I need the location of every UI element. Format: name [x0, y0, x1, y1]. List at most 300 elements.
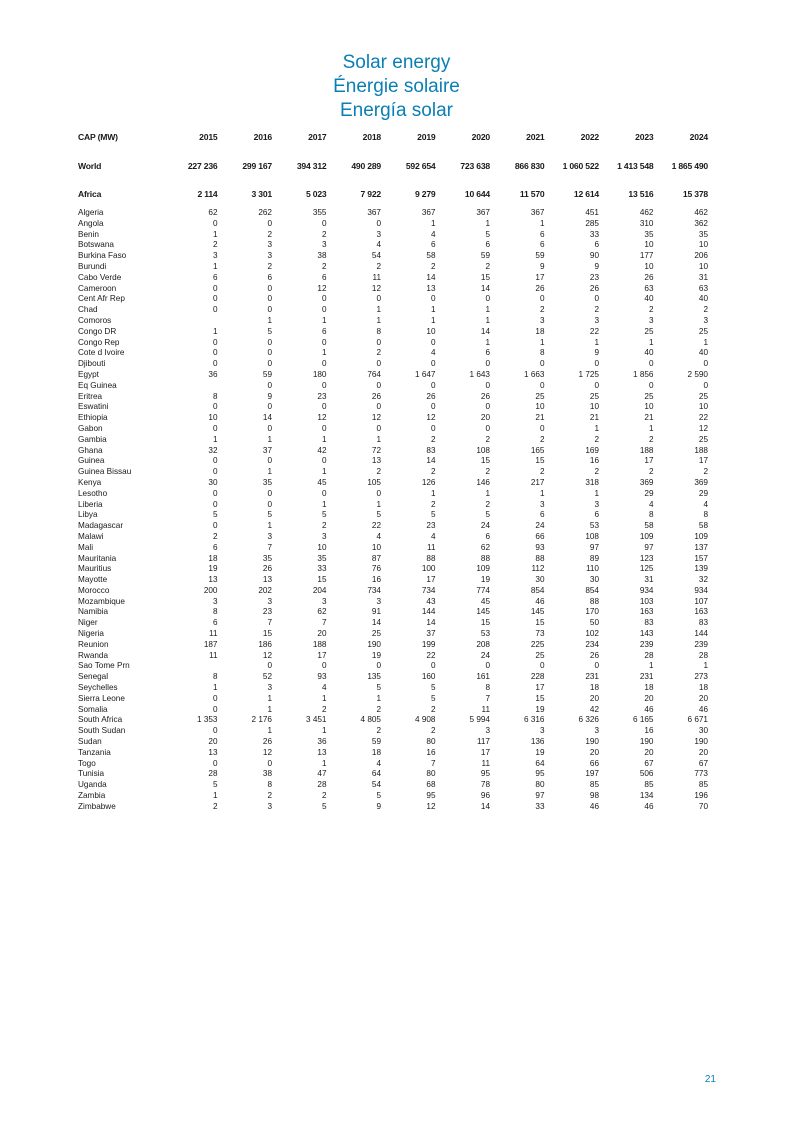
- table-row: [78, 348, 708, 359]
- row-label: Congo DR: [78, 326, 117, 336]
- cell-value: 20: [644, 693, 654, 703]
- cell-value: 0: [539, 359, 545, 369]
- cell-value: 2: [648, 305, 654, 315]
- row-label: Eq Guinea: [78, 380, 117, 390]
- cell-value: 764: [367, 369, 381, 379]
- cell-value: 45: [317, 477, 327, 487]
- cell-value: 33: [589, 229, 599, 239]
- cell-value: 42: [317, 445, 327, 455]
- cell-value: 2: [267, 261, 272, 271]
- cell-value: 318: [585, 477, 599, 487]
- cell-value: 2 590: [687, 369, 708, 379]
- table-row: [78, 532, 708, 543]
- cell-value: 76: [371, 564, 381, 574]
- row-label: South Sudan: [78, 726, 126, 736]
- cell-value: 10: [644, 402, 654, 412]
- cell-value: 146: [476, 477, 490, 487]
- cell-value: 66: [535, 531, 545, 541]
- cell-value: 20: [317, 629, 327, 639]
- cell-value: 12: [317, 283, 327, 293]
- cell-value: 14: [480, 801, 490, 811]
- cell-value: 11 570: [519, 188, 545, 199]
- cell-value: 2018: [362, 132, 381, 142]
- page-titles: [0, 51, 793, 123]
- cell-value: 23: [262, 607, 272, 617]
- cell-value: 2015: [199, 132, 218, 142]
- cell-value: 25: [698, 434, 708, 444]
- cell-value: 6: [539, 240, 545, 250]
- row-label: Cent Afr Rep: [78, 294, 125, 304]
- cell-value: 16: [371, 575, 381, 585]
- cell-value: 0: [485, 380, 490, 390]
- row-label: Reunion: [78, 639, 109, 649]
- cell-value: 228: [530, 672, 545, 682]
- cell-value: 112: [531, 564, 545, 574]
- row-label: Malawi: [78, 531, 104, 541]
- cell-value: 47: [317, 769, 327, 779]
- cell-value: 19: [208, 564, 218, 574]
- cell-value: 367: [476, 208, 490, 217]
- cell-value: 0: [267, 380, 272, 390]
- table-row: [78, 284, 708, 295]
- cell-value: 0: [594, 294, 599, 304]
- cell-value: 0: [212, 423, 218, 433]
- cell-value: 38: [262, 769, 272, 779]
- cell-value: 1 643: [469, 369, 490, 379]
- cell-value: 30: [535, 575, 545, 585]
- cell-value: 100: [421, 564, 436, 574]
- cell-value: 1: [485, 315, 490, 325]
- cell-value: 2: [321, 261, 327, 271]
- cell-value: 145: [476, 607, 490, 617]
- cell-value: 3: [212, 251, 218, 261]
- cell-value: 80: [426, 769, 436, 779]
- cell-value: 13: [317, 747, 327, 757]
- cell-value: 42: [589, 704, 599, 714]
- cell-value: 17: [698, 456, 708, 466]
- cell-value: 4 908: [415, 715, 436, 725]
- cell-value: 2: [648, 467, 654, 477]
- cell-value: 2: [539, 305, 545, 315]
- table-row: [78, 262, 708, 273]
- cell-value: 3: [594, 726, 599, 736]
- cell-value: 19: [535, 747, 545, 757]
- cell-value: 70: [698, 801, 708, 811]
- cell-value: 63: [698, 283, 708, 293]
- cell-value: 28: [317, 780, 327, 790]
- cell-value: 17: [535, 272, 545, 282]
- cell-value: 0: [267, 337, 272, 347]
- cell-value: 123: [639, 553, 654, 563]
- row-label: Togo: [78, 758, 96, 768]
- row-label: Cameroon: [78, 283, 117, 293]
- cell-value: 67: [644, 758, 654, 768]
- cell-value: 89: [589, 553, 599, 563]
- cell-value: 83: [644, 618, 654, 628]
- cell-value: 40: [644, 348, 654, 358]
- table-row: [78, 672, 708, 683]
- cell-value: 5: [430, 510, 436, 520]
- cell-value: 3: [594, 499, 599, 509]
- cell-value: 30: [208, 477, 218, 487]
- cell-value: 6 165: [633, 715, 654, 725]
- cell-value: 26: [262, 737, 272, 747]
- cell-value: 227 236: [187, 160, 218, 171]
- cell-value: 18: [589, 683, 599, 693]
- cell-value: 30: [698, 726, 708, 736]
- table-row: [78, 705, 708, 716]
- row-label: Ethiopia: [78, 413, 108, 423]
- cell-value: 2: [321, 229, 327, 239]
- table-row: [78, 737, 708, 748]
- cell-value: 2: [485, 434, 490, 444]
- cell-value: 2: [430, 499, 436, 509]
- cell-value: 6 326: [578, 715, 599, 725]
- cell-value: 58: [426, 251, 436, 261]
- cell-value: 136: [530, 737, 545, 747]
- cell-value: 2: [594, 434, 599, 444]
- cell-value: 6: [594, 510, 599, 520]
- cell-value: 2: [267, 791, 272, 801]
- cell-value: 85: [589, 780, 599, 790]
- cell-value: 11: [209, 650, 218, 660]
- cell-value: 2: [212, 531, 218, 541]
- cell-value: 62: [208, 208, 218, 217]
- cell-value: 5: [321, 801, 327, 811]
- table-row: [78, 500, 708, 511]
- cell-value: 16: [589, 456, 599, 466]
- cell-value: 2019: [417, 132, 436, 142]
- row-label: Gambia: [78, 434, 107, 444]
- cell-value: 934: [694, 585, 708, 595]
- spacer: [78, 144, 708, 159]
- cell-value: 54: [371, 251, 381, 261]
- cell-value: 367: [530, 208, 545, 217]
- table-row: [78, 575, 708, 586]
- cell-value: 15 378: [682, 188, 708, 199]
- cell-value: 10: [371, 542, 381, 552]
- title-english: Solar energy: [342, 52, 451, 73]
- cell-value: 26: [262, 564, 272, 574]
- cell-value: 15: [480, 456, 490, 466]
- cell-value: 310: [639, 218, 654, 228]
- table-row: [78, 381, 708, 392]
- table-row: [78, 661, 708, 672]
- table-row: [78, 715, 708, 726]
- cell-value: 2023: [635, 132, 654, 142]
- table-row: [78, 230, 708, 241]
- cell-value: 37: [262, 445, 272, 455]
- table-row: [78, 316, 708, 327]
- cell-value: 1: [321, 348, 327, 358]
- cell-value: 24: [535, 521, 545, 531]
- cell-value: 12: [698, 423, 708, 433]
- cell-value: 0: [321, 423, 327, 433]
- cell-value: 0: [539, 423, 545, 433]
- cell-value: 5: [430, 693, 436, 703]
- cell-value: 0: [267, 305, 272, 315]
- cell-value: 18: [698, 683, 708, 693]
- table-row: [78, 402, 708, 413]
- solar-capacity-table: [78, 130, 708, 813]
- cell-value: 0: [212, 704, 218, 714]
- cell-value: 15: [480, 618, 490, 628]
- cell-value: 20: [480, 413, 490, 423]
- cell-value: 14: [262, 413, 272, 423]
- row-label: South Africa: [78, 715, 123, 725]
- cell-value: 2: [430, 434, 436, 444]
- row-label: Comoros: [78, 315, 112, 325]
- cell-value: 12 614: [573, 188, 599, 199]
- cell-value: 21: [535, 413, 545, 423]
- cell-value: 16: [644, 726, 654, 736]
- cell-value: 0: [376, 294, 381, 304]
- cell-value: 0: [267, 348, 272, 358]
- cell-value: 6: [212, 272, 218, 282]
- cell-value: 62: [480, 542, 490, 552]
- table-row: [78, 726, 708, 737]
- table-row: [78, 651, 708, 662]
- cell-value: 88: [535, 553, 545, 563]
- cell-value: 24: [480, 521, 490, 531]
- cell-value: 29: [698, 488, 708, 498]
- cell-value: 64: [371, 769, 381, 779]
- table-row: [78, 748, 708, 759]
- cell-value: 854: [530, 585, 545, 595]
- cell-value: 262: [258, 208, 272, 217]
- cell-value: 0: [485, 661, 490, 671]
- cell-value: 73: [535, 629, 545, 639]
- table-row: [78, 683, 708, 694]
- cell-value: 2: [376, 467, 381, 477]
- cell-value: 3: [267, 683, 272, 693]
- cell-value: 0: [212, 348, 218, 358]
- cell-value: 1: [267, 704, 272, 714]
- cell-value: 299 167: [242, 160, 272, 171]
- cell-value: 31: [644, 575, 654, 585]
- cell-value: 22: [371, 521, 381, 531]
- cell-value: 1: [648, 423, 654, 433]
- cell-value: 88: [589, 596, 599, 606]
- cell-value: 231: [639, 672, 654, 682]
- cell-value: 35: [262, 477, 272, 487]
- cell-value: 0: [376, 380, 381, 390]
- cell-value: 1: [485, 218, 490, 228]
- cell-value: 0: [212, 467, 218, 477]
- cell-value: 157: [694, 553, 708, 563]
- row-label: Zimbabwe: [78, 801, 116, 811]
- cell-value: 0: [267, 661, 272, 671]
- title-spanish: Energía solar: [339, 100, 453, 121]
- cell-value: 7: [321, 618, 327, 628]
- cell-value: 1: [267, 521, 272, 531]
- cell-value: 14: [480, 283, 490, 293]
- cell-value: 2: [594, 467, 599, 477]
- cell-value: 1: [539, 218, 545, 228]
- table-row: [78, 802, 708, 813]
- cell-value: 13: [371, 456, 381, 466]
- cell-value: 46: [698, 704, 708, 714]
- cell-value: 3: [267, 801, 272, 811]
- cell-value: 58: [698, 521, 708, 531]
- cell-value: 30: [589, 575, 599, 585]
- cell-value: 0: [376, 359, 381, 369]
- cell-value: 217: [530, 477, 545, 487]
- cell-value: 18: [208, 553, 218, 563]
- cell-value: 506: [639, 769, 654, 779]
- cell-value: 6: [430, 240, 436, 250]
- cell-value: 231: [585, 672, 599, 682]
- cell-value: 0: [267, 423, 272, 433]
- cell-value: 0: [594, 359, 599, 369]
- cell-value: 67: [698, 758, 708, 768]
- cell-value: 15: [535, 693, 545, 703]
- cell-value: 3: [539, 315, 545, 325]
- row-label: Sudan: [78, 737, 102, 747]
- table-row: [78, 791, 708, 802]
- cell-value: 2: [430, 467, 436, 477]
- table-row: [78, 251, 708, 262]
- table-row: [78, 780, 708, 791]
- cell-value: 190: [639, 737, 654, 747]
- cell-value: 1 060 522: [562, 160, 599, 171]
- cell-value: 28: [208, 769, 218, 779]
- table-row: [78, 629, 708, 640]
- cell-value: 91: [371, 607, 381, 617]
- cell-value: 62: [317, 607, 327, 617]
- cell-value: 6 316: [524, 715, 545, 725]
- cell-value: [163, 661, 218, 672]
- cell-value: 85: [644, 780, 654, 790]
- table-row: [78, 359, 708, 370]
- cell-value: 10 644: [464, 188, 490, 199]
- cell-value: 0: [212, 456, 218, 466]
- cell-value: 93: [535, 542, 545, 552]
- cell-value: 362: [694, 218, 708, 228]
- cell-value: 80: [426, 737, 436, 747]
- cell-value: 14: [480, 326, 490, 336]
- cell-value: 1: [321, 726, 327, 736]
- cell-value: 1: [267, 467, 272, 477]
- cell-value: 17: [535, 683, 545, 693]
- cell-value: 0: [212, 693, 218, 703]
- cell-value: 2024: [689, 132, 708, 142]
- cell-value: 8: [212, 672, 218, 682]
- cell-value: 2: [376, 348, 381, 358]
- row-label: Niger: [78, 618, 98, 628]
- row-label: Morocco: [78, 585, 110, 595]
- cell-value: 31: [698, 272, 708, 282]
- table-row: [78, 564, 708, 575]
- cell-value: 773: [694, 769, 708, 779]
- cell-value: 7 922: [360, 188, 381, 199]
- cell-value: 4: [430, 348, 436, 358]
- cell-value: 9: [267, 391, 272, 401]
- cell-value: 934: [639, 585, 654, 595]
- cell-value: 1: [430, 488, 436, 498]
- cell-value: 45: [480, 596, 490, 606]
- cell-value: 1: [539, 337, 545, 347]
- cell-value: 126: [421, 477, 436, 487]
- cell-value: 239: [639, 639, 654, 649]
- cell-value: 6: [485, 531, 490, 541]
- cell-value: 1: [321, 693, 327, 703]
- cell-value: 2017: [308, 132, 327, 142]
- cell-value: 0: [430, 337, 436, 347]
- cell-value: 40: [698, 294, 708, 304]
- cell-value: 0: [212, 521, 218, 531]
- cell-value: 23: [317, 391, 327, 401]
- cell-value: 23: [426, 521, 436, 531]
- row-label: Guinea Bissau: [78, 467, 132, 477]
- cell-value: 0: [376, 218, 381, 228]
- cell-value: 3: [539, 726, 545, 736]
- cell-value: 3: [376, 596, 381, 606]
- cell-value: 196: [694, 791, 708, 801]
- cell-value: 3: [703, 315, 708, 325]
- cell-value: 97: [535, 791, 545, 801]
- cell-value: 5: [376, 510, 381, 520]
- cell-value: [163, 381, 218, 392]
- row-label: Namibia: [78, 607, 109, 617]
- cell-value: 3: [267, 596, 272, 606]
- cell-value: 2: [648, 434, 654, 444]
- cell-value: 10: [698, 402, 708, 412]
- cell-value: 28: [644, 650, 654, 660]
- row-label: Djibouti: [78, 359, 106, 369]
- row-label: Mali: [78, 542, 94, 552]
- cell-value: 53: [589, 521, 599, 531]
- row-label: Liberia: [78, 499, 103, 509]
- cell-value: 4: [376, 240, 381, 250]
- cell-value: 9: [376, 801, 381, 811]
- cell-value: 21: [589, 413, 599, 423]
- cell-value: 3: [485, 726, 490, 736]
- cell-value: 46: [644, 704, 654, 714]
- cell-value: 143: [639, 629, 654, 639]
- cell-value: 22: [426, 650, 436, 660]
- cell-value: 0: [703, 359, 708, 369]
- cell-value: 46: [589, 801, 599, 811]
- cell-value: 190: [367, 639, 381, 649]
- table-row: [78, 489, 708, 500]
- cell-value: 59: [371, 737, 381, 747]
- cell-value: 1: [703, 337, 708, 347]
- cell-value: 367: [367, 208, 381, 217]
- cell-value: 0: [430, 661, 436, 671]
- cell-value: 134: [639, 791, 654, 801]
- cell-value: 33: [317, 564, 327, 574]
- cell-value: 5: [267, 510, 272, 520]
- cell-value: 186: [258, 639, 272, 649]
- cell-value: 4: [703, 499, 708, 509]
- cell-value: 0: [321, 337, 327, 347]
- cell-value: 204: [312, 585, 327, 595]
- row-label: Mayotte: [78, 575, 108, 585]
- cell-value: 208: [476, 639, 490, 649]
- cell-value: 72: [371, 445, 381, 455]
- cell-value: 108: [476, 445, 490, 455]
- row-label: Mauritania: [78, 553, 117, 563]
- cell-value: 97: [589, 542, 599, 552]
- table-row: [78, 543, 708, 554]
- cell-value: 1: [212, 229, 218, 239]
- cell-value: 26: [426, 391, 436, 401]
- cell-value: 0: [703, 380, 708, 390]
- cell-value: 190: [585, 737, 599, 747]
- cell-value: 3 451: [306, 715, 327, 725]
- cell-value: 85: [698, 780, 708, 790]
